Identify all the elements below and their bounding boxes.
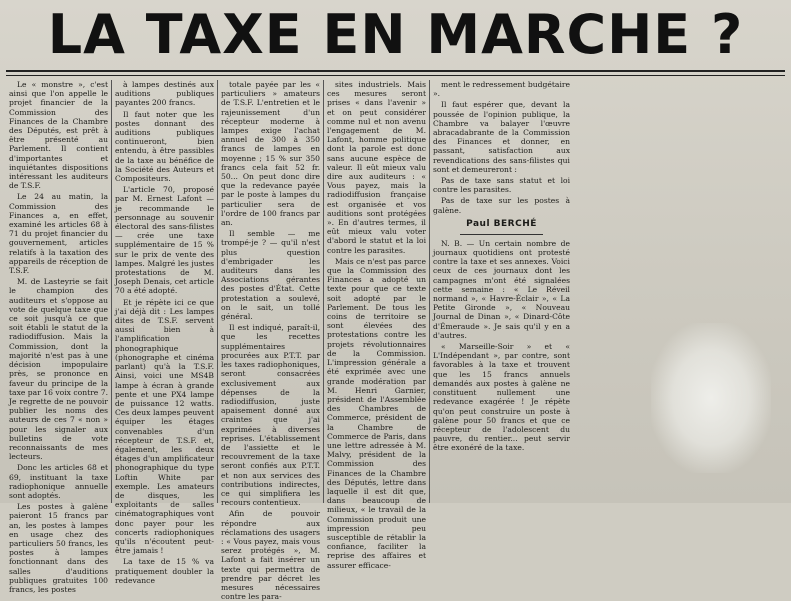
paragraph: Il semble — me trompé-je ? — qu'il n'est plus question d'embrigader les auditeurs dans les Associations gérantes des postes d'État. Cette protestation a soulevé, on le sait, un tollé général. <box>221 229 320 322</box>
paragraph: à lampes destinés aux auditions publiques payantes 200 francs. <box>115 80 214 108</box>
column-2 <box>112 80 218 585</box>
paragraph: La taxe de 15 % va pratiquement doubler la redevance <box>115 557 214 585</box>
paragraph: Il est indiqué, paraît-il, que les recettes supplémentaires procurées aux P.T.T. par les taxes radiophoniques, seront consacrées exclusivement aux dépenses de la radiodiffusion, juste apaisement donné aux craintes que j'ai exprimées à diverses reprises. L'établissement de l'assiette et le recouvrement de la taxe seront confiés aux P.T.T. et non aux services des contributions indirectes, ce qui simplifiera les recours contentieux. <box>221 323 320 508</box>
paragraph: Pas de taxe sans statut et loi contre les parasites. <box>433 176 570 195</box>
headline-rule-thin <box>6 75 785 76</box>
paragraph: M. de Lasteyrie se fait le champion des auditeurs et s'oppose au vote de quelque taxe que ce soit jusqu'à ce que soit établi le statut de la radiodiffusion. Mais la Commission, dont la majorité n'est pas à une décision impopulaire près, se prononce en faveur du principe de la taxe par 16 voix contre 7. Je regrette de ne pouvoir publier les noms des auteurs de ces 7 « non » pour les signaler aux bulletins de vote reconnaissants de mes lecteurs. <box>9 277 108 462</box>
headline-rule <box>6 70 785 72</box>
article-columns <box>6 80 785 601</box>
paragraph: Les postes à galène paieront 15 francs par an, les postes à lampes en usage chez des particuliers 50 francs, les postes à lampes fonctionnant dans des salles d'auditions publiques gratuites 100 francs, les postes <box>9 502 108 594</box>
note-paragraph: « Marseille-Soir » et « L'Indépendant », par contre, sont favorables à la taxe et trouvent que les 15 francs annuels demandés aux postes à galène ne constituent nullement une redevance exagérée ! Je répète qu'on peut construire un poste à galène pour 50 francs et que ce récepteur de l'adolescent du pauvre, du rentier... peut servir être exonéré de la taxe. <box>433 342 570 453</box>
paragraph: Pas de taxe sur les postes à galène. <box>433 196 570 215</box>
paragraph: Mais ce n'est pas parce que la Commission des Finances a adopté un texte pour que ce texte soit adopté par le Parlement. De tous les coins de territoire se sont élevées des protestations contre les projets révolutionnaires de la Commission. L'impression générale a été exprimée avec une grande modération par M. Henri Garnier, président de l'Assemblée des Chambres de Commerce, président de la Chambre de Commerce de Paris, dans une lettre adressée à M. Malvy, président de la Commission des Finances de la Chambre des Députés, lettre dans laquelle il est dit que, dans beaucoup de milieux, « le travail de la Commission produit une impression peu susceptible de rétablir la confiance, faciliter la reprise des affaires et assurer efficace- <box>327 256 426 570</box>
paragraph: Le 24 au matin, la Commission des Finances a, en effet, examiné les articles 68 à 71 du projet financier du gouvernement, articles relatifs à la taxation des appareils de réception de T.S.F. <box>9 192 108 276</box>
column-3 <box>218 80 324 601</box>
paragraph: L'article 70, proposé par M. Ernest Lafont — je recommande le personnage au souvenir électoral des sans-filistes — crée une taxe supplémentaire de 15 % sur le prix de vente des lampes. Malgré les justes protestations de M. Joseph Denais, cet article 70 a été adopté. <box>115 185 214 296</box>
paragraph: ment le redressement budgétaire ». <box>433 80 570 99</box>
paragraph: sites industriels. Mais ces mesures seront prises « dans l'avenir » et on peut considérer comme nul et non avenu l'engagement de M. Lafont, homme politique dont la parole est donc sans aucune espèce de valeur. Il eût mieux valu dire aux auditeurs : « Vous payez, mais la radiodiffusion française est organisée et vos auditions sont protégées ». En d'autres termes, il eût mieux valu voter d'abord le statut et la loi contre les parasites. <box>327 80 426 255</box>
paragraph: Il faut noter que les postes donnant des auditions publiques continueront, bien entendu, à être passibles de la taxe au bénéfice de la Société des Auteurs et Compositeurs. <box>115 109 214 184</box>
author-signature: Paul BERCHÉ <box>466 218 537 229</box>
column-4 <box>324 80 430 570</box>
paragraph: Donc les articles 68 et 69, instituant la taxe radiophonique annuelle sont adoptés. <box>9 463 108 500</box>
column-5 <box>430 80 573 503</box>
headline: LA TAXE EN MARCHE ? <box>47 3 744 66</box>
paragraph: Il faut espérer que, devant la poussée de l'opinion publique, la Chambre va balayer l'œuvre abracadabrante de la Commission des Finances et donner, en passant, satisfaction aux revendications des sans-filistes qui sont et demeureront : <box>433 100 570 174</box>
signature-rule <box>460 234 542 235</box>
column-1 <box>6 80 112 594</box>
paragraph: Et je répète ici ce que j'ai déjà dit : Les lampes dites de T.S.F. servent aussi bien à l'amplification phonographique (phonographe et cinéma parlant) qu'à la T.S.F. Ainsi, voici une MS4B lampe à écran à grande pente et une PX4 lampe de puissance 12 watts. Ces deux lampes peuvent équiper les étages convenables d'un récepteur de T.S.F. et, également, les deux étages d'un amplificateur phonographique du type Loftin White par exemple. Les amateurs de disques, les exploitants de salles cinématographiques vont donc payer pour les concerts radiophoniques qu'ils n'écoutent peut-être jamais ! <box>115 297 214 556</box>
paragraph: totale payée par les « particuliers » amateurs de T.S.F. L'entretien et le rajeunissement d'un récepteur moderne à lampes exige l'achat annuel de 300 à 350 francs de lampes en moyenne ; 15 % sur 350 francs cela fait 52 fr. 50... On peut donc dire que la redevance payée par le poste à lampes du particulier sera de l'ordre de 100 francs par an. <box>221 80 320 228</box>
note-paragraph: N. B. — Un certain nombre de journaux quotidiens ont protesté contre la taxe et ses annexes. Voici ceux de ces journaux dont les campagnes m'ont été signalées cette semaine : « Le Réveil normand », « Havre-Éclair », « La Petite Gironde », « Nouveau Journal de Dinan », « Dinard-Côte d'Émeraude ». Je sais qu'il y en a d'autres. <box>433 238 570 340</box>
paragraph: Afin de pouvoir répondre aux réclamations des usagers : « Vous payez, mais vous serez protégés », M. Lafont a fait insérer un texte qui permettra de prendre par décret les mesures nécessaires contre les para- <box>221 509 320 601</box>
paragraph: Le « monstre », c'est ainsi que l'on appelle le projet financier de la Commission des Finances de la Chambre des Députés, est prêt à être présenté au Parlement. Il contient d'importantes et inquiétantes dispositions intéressant les auditeurs de T.S.F. <box>9 80 108 191</box>
